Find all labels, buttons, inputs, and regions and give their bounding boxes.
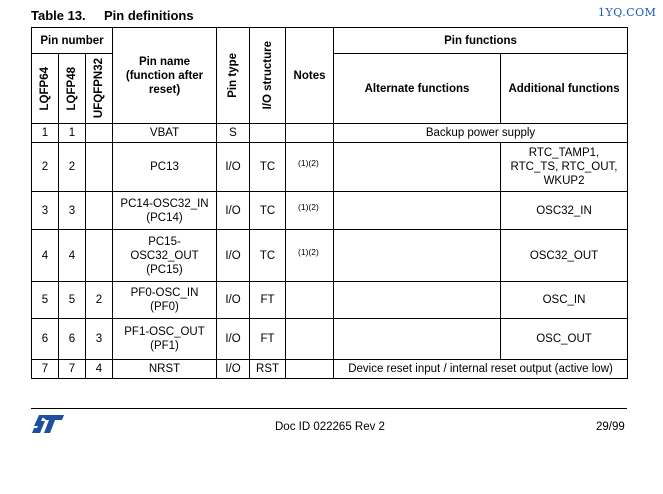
pin-type-cell: I/O [217,230,250,282]
pin-name-header [113,28,217,124]
ufqfpn32-cell [86,192,113,230]
pin-type-cell: I/O [217,360,250,379]
pin-type-cell: I/O [217,282,250,319]
pin-function-merged-cell: Backup power supply [334,124,628,143]
additional-function-line: RTC_TAMP1, [528,147,600,159]
lqfp48-cell: 7 [59,360,86,379]
pin-name-line: PC14-OSC32_IN [120,197,209,210]
table-body [32,28,628,379]
pin-name-cell [113,282,217,319]
notes-cell [286,360,334,379]
pin-name-cell [113,230,217,282]
lqfp64-cell: 1 [32,124,59,143]
additional-functions-cell [501,282,628,319]
table-row [32,319,628,360]
io-structure-cell: TC [250,230,286,282]
pin-name-line: OSC32_OUT [130,249,199,262]
alternate-functions-cell [334,282,501,319]
lqfp48-cell: 4 [59,230,86,282]
lqfp48-cell: 2 [59,143,86,192]
lqfp64-cell: 7 [32,360,59,379]
pin-type-header: Pin type [217,28,250,124]
alternate-functions-cell [334,319,501,360]
pin-number-header: Pin number [32,28,113,54]
lqfp64-cell: 4 [32,230,59,282]
additional-functions-cell [501,192,628,230]
additional-functions-cell [501,319,628,360]
notes-header: Notes [286,28,334,124]
page-number: 29/99 [596,421,625,433]
pin-name-line: PC15- [148,235,181,248]
notes-cell [286,319,334,360]
pin-name-line: PC13 [150,161,179,173]
additional-functions-header: Additional functions [501,54,628,124]
additional-functions-cell [501,143,628,192]
additional-function-line: OSC32_IN [536,204,592,217]
pin-name-line: PF0-OSC_IN [130,287,199,299]
pin-definitions-table [31,27,628,379]
alternate-functions-cell [334,230,501,282]
notes-cell [286,192,334,230]
pin-name-cell [113,143,217,192]
notes-cell [286,230,334,282]
pin-name-line: (PC14) [146,211,183,224]
pin-name-cell [113,319,217,360]
alternate-functions-cell [334,143,501,192]
lqfp48-cell: 5 [59,282,86,319]
io-structure-cell [250,124,286,143]
pin-name-header-line: Pin name [138,55,191,68]
pin-name-line: PF1-OSC_OUT [124,326,205,338]
pin-name-cell [113,360,217,379]
table-row [32,143,628,192]
additional-functions-cell [501,230,628,282]
notes-cell [286,143,334,192]
lqfp48-header: LQFP48 [59,54,86,124]
lqfp64-cell: 2 [32,143,59,192]
pin-name-header-line: reset) [148,83,181,96]
additional-function-line: OSC_OUT [536,333,592,345]
table-title: Pin definitions [104,8,194,23]
pin-name-cell [113,192,217,230]
watermark: 1YQ.COM [598,6,657,19]
ufqfpn32-cell: 4 [86,360,113,379]
additional-function-line: OSC_IN [542,294,586,306]
footer-divider [31,408,627,409]
st-logo-icon [31,414,65,439]
table-number: Table 13. [31,8,86,23]
alternate-functions-cell [334,192,501,230]
pin-type-cell: I/O [217,192,250,230]
ufqfpn32-cell: 3 [86,319,113,360]
alternate-functions-header: Alternate functions [334,54,501,124]
table-caption [31,8,194,23]
io-structure-cell: FT [250,319,286,360]
ufqfpn32-header: UFQFPN32 [86,54,113,124]
table-row [32,282,628,319]
notes-cell [286,282,334,319]
io-structure-cell: RST [250,360,286,379]
notes-reference: (1)(2) [298,201,319,212]
pin-functions-header: Pin functions [334,28,628,54]
pin-name-line: (PF1) [150,340,179,352]
additional-function-line: OSC32_OUT [529,249,599,262]
pin-name-line: VBAT [149,127,180,139]
pin-name-cell [113,124,217,143]
pin-function-merged-cell: Device reset input / internal reset output (active low) [334,360,628,379]
table-row [32,230,628,282]
pin-type-cell: S [217,124,250,143]
pin-name-header-line: (function after [125,69,204,82]
pin-type-cell: I/O [217,319,250,360]
pin-name-line: NRST [148,363,181,375]
io-structure-cell: FT [250,282,286,319]
notes-cell [286,124,334,143]
lqfp48-cell: 3 [59,192,86,230]
lqfp64-cell: 3 [32,192,59,230]
lqfp48-cell: 6 [59,319,86,360]
table-row [32,360,628,379]
lqfp64-cell: 6 [32,319,59,360]
notes-reference: (1)(2) [298,246,319,257]
io-structure-cell: TC [250,143,286,192]
pin-name-line: (PC15) [146,263,183,276]
table-row [32,192,628,230]
io-structure-cell: TC [250,192,286,230]
lqfp48-cell: 1 [59,124,86,143]
additional-function-line: WKUP2 [543,175,585,187]
header-row-1 [32,28,628,54]
ufqfpn32-cell [86,143,113,192]
lqfp64-cell: 5 [32,282,59,319]
ufqfpn32-cell [86,230,113,282]
table-row [32,124,628,143]
st-logo-shape [32,415,64,433]
ufqfpn32-cell: 2 [86,282,113,319]
lqfp64-header: LQFP64 [32,54,59,124]
ufqfpn32-cell [86,124,113,143]
additional-function-line: RTC_TS, RTC_OUT, [510,161,618,173]
pin-name-line: (PF0) [150,301,179,313]
pin-type-cell: I/O [217,143,250,192]
doc-id: Doc ID 022265 Rev 2 [275,421,385,433]
notes-reference: (1)(2) [298,158,319,168]
io-structure-header: I/O structure [250,28,286,124]
